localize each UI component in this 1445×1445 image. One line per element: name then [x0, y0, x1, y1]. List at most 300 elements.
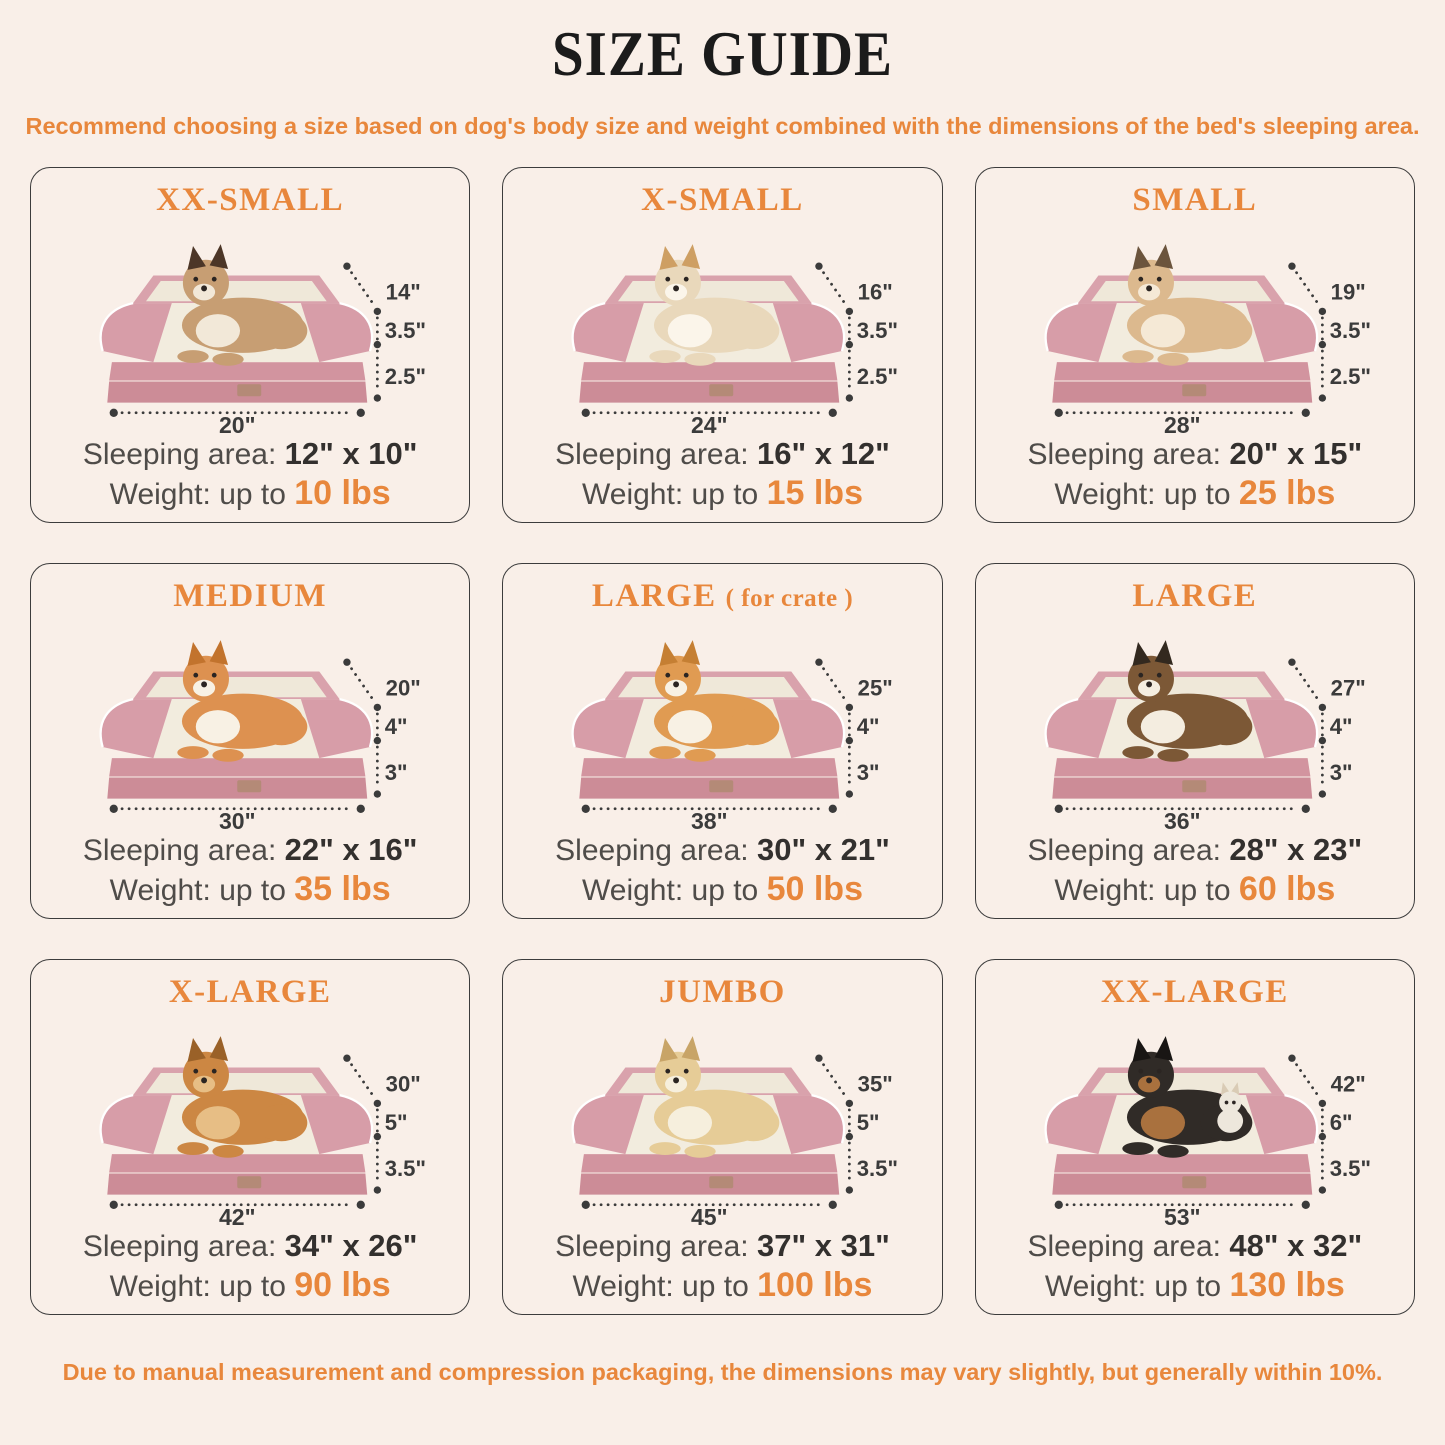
bed-length-label: 25" — [857, 675, 894, 701]
sleeping-area-line — [976, 832, 1414, 868]
width-left-dot — [582, 409, 590, 417]
base-height-label: 2.5" — [384, 364, 426, 390]
card-size-title — [503, 180, 941, 222]
companion-eye-right — [1232, 1101, 1236, 1105]
up-to-label: up to — [682, 1270, 749, 1303]
size-card — [30, 959, 470, 1315]
pet-eye-right — [212, 673, 217, 678]
bed-illustration-canvas — [503, 222, 941, 434]
max-weight-value: 90 lbs — [294, 1266, 391, 1304]
diagonal-start-dot — [1288, 1055, 1295, 1062]
bolster-height-label: 3.5" — [857, 318, 899, 344]
bed-base-upper — [581, 362, 837, 380]
pet-nose — [673, 285, 679, 291]
weight-line — [503, 1266, 941, 1305]
sleeping-area-line — [31, 832, 469, 868]
pet-chest — [1140, 1106, 1184, 1139]
pet-ear-right — [1154, 640, 1172, 665]
max-weight-value: 35 lbs — [294, 870, 391, 908]
pet-front-paw-left — [650, 350, 681, 363]
card-size-label: LARGE — [591, 578, 717, 614]
pet-front-paw-left — [1122, 350, 1153, 363]
sleeping-area-line — [976, 1228, 1414, 1264]
bed-illustration-canvas — [976, 1014, 1414, 1226]
bed-length-label: 20" — [385, 675, 421, 701]
pet-front-paw-right — [212, 1145, 243, 1158]
pet-nose — [201, 285, 207, 291]
sleeping-area-value: 30" x 21" — [756, 832, 890, 867]
size-card — [30, 563, 470, 919]
sleeping-area-value: 12" x 10" — [284, 436, 418, 471]
width-left-dot — [1054, 409, 1062, 417]
base-height-label: 3" — [384, 760, 408, 786]
max-weight-value: 60 lbs — [1238, 870, 1336, 908]
card-size-label: X-LARGE — [168, 974, 332, 1010]
bed-length-label: 35" — [857, 1071, 894, 1097]
pet-nose — [1146, 681, 1152, 687]
bed-figure — [976, 618, 1414, 830]
diagonal-start-dot — [343, 263, 350, 270]
bed-width-label: 53" — [1163, 1204, 1201, 1226]
pet-eye-left — [666, 673, 671, 678]
sleeping-area-label: Sleeping area: — [555, 438, 749, 471]
card-size-label: JUMBO — [659, 974, 786, 1010]
bed-length-label: 14" — [385, 279, 421, 305]
max-weight-value: 10 lbs — [294, 474, 391, 512]
pet-front-paw-right — [685, 749, 716, 762]
bed-width-label: 38" — [691, 808, 728, 830]
pet-eye-right — [684, 1069, 689, 1074]
sleeping-area-value: 34" x 26" — [284, 1228, 418, 1263]
pet-front-paw-right — [1157, 749, 1188, 762]
card-size-title — [31, 180, 469, 222]
card-size-label: MEDIUM — [173, 578, 328, 614]
base-bottom-dot — [1318, 1186, 1325, 1193]
size-card — [502, 563, 942, 919]
bed-figure — [503, 1014, 941, 1226]
base-bottom-dot — [374, 394, 381, 401]
pet-front-paw-left — [1122, 746, 1153, 759]
bolster-top-dot — [846, 1100, 853, 1107]
pet-chest — [1140, 314, 1184, 347]
pet-nose — [673, 1077, 679, 1083]
bed-length-dotted-line — [1296, 1065, 1319, 1098]
pet-ear-right — [210, 244, 228, 269]
width-right-dot — [829, 409, 837, 417]
max-weight-value: 15 lbs — [766, 474, 863, 512]
sleeping-area-label: Sleeping area: — [82, 834, 277, 867]
pet-chest — [1140, 710, 1184, 743]
bolster-top-dot — [374, 704, 381, 711]
pet-eye-left — [666, 1069, 671, 1074]
bed-illustration-canvas — [31, 1014, 469, 1226]
weight-line — [976, 870, 1414, 909]
bed-figure — [31, 222, 469, 434]
pet-ear-left — [1132, 1038, 1150, 1062]
pet-ear-right — [210, 640, 228, 665]
weight-line — [31, 474, 469, 513]
pet-eye-left — [193, 277, 198, 282]
size-cards-grid — [0, 167, 1445, 1315]
bed-width-label: 36" — [1163, 808, 1201, 830]
width-left-dot — [110, 805, 118, 813]
bed-brand-tag — [710, 384, 734, 396]
width-right-dot — [829, 1201, 837, 1209]
pet-front-paw-right — [212, 749, 243, 762]
card-size-label: XX-LARGE — [1100, 974, 1289, 1010]
bed-illustration-canvas — [503, 618, 941, 830]
bolster-height-label: 6" — [1329, 1110, 1353, 1136]
card-size-label: X-SMALL — [641, 182, 804, 218]
sleeping-area-label: Sleeping area: — [1027, 438, 1221, 471]
bolster-height-label: 5" — [384, 1110, 408, 1136]
bolster-base-dot — [846, 1133, 853, 1140]
bed-base-upper — [1054, 1154, 1310, 1172]
weight-line — [503, 870, 941, 909]
pet-eye-right — [1156, 673, 1161, 678]
weight-label: Weight: — [582, 874, 684, 907]
pet-chest — [668, 1106, 712, 1139]
pet-front-paw-right — [1157, 353, 1188, 366]
bolster-base-dot — [1318, 737, 1325, 744]
width-right-dot — [1301, 1201, 1309, 1209]
up-to-label: up to — [691, 478, 759, 511]
pet-front-paw-right — [1157, 1145, 1188, 1158]
bolster-height-label: 4" — [384, 714, 408, 740]
bed-length-label: 19" — [1330, 279, 1366, 305]
up-to-label: up to — [219, 1270, 286, 1303]
width-right-dot — [357, 1201, 365, 1209]
base-height-label: 3.5" — [1329, 1156, 1371, 1182]
pet-front-paw-right — [685, 1145, 716, 1158]
pet-ear-left — [187, 246, 205, 270]
bed-length-dotted-line — [1296, 273, 1319, 306]
bed-base-upper — [109, 1154, 365, 1172]
card-size-title — [976, 972, 1414, 1014]
sleeping-area-label: Sleeping area: — [82, 438, 277, 471]
bed-illustration-canvas — [503, 1014, 941, 1226]
bolster-height-label: 3.5" — [1329, 318, 1371, 344]
pet-eye-left — [193, 673, 198, 678]
bed-width-label: 42" — [218, 1204, 256, 1226]
sleeping-area-line — [503, 832, 941, 868]
width-right-dot — [357, 805, 365, 813]
footer-note: Due to manual measurement and compression packaging, the dimensions may vary slightly, but generally within 10%. — [62, 1359, 1383, 1385]
card-size-title — [976, 180, 1414, 222]
max-weight-value: 100 lbs — [757, 1266, 873, 1304]
bed-length-label: 42" — [1330, 1071, 1366, 1097]
card-size-title — [503, 576, 941, 618]
pet-ear-left — [1132, 642, 1150, 666]
pet-nose — [201, 1077, 207, 1083]
diagonal-start-dot — [1288, 659, 1295, 666]
size-card — [975, 563, 1415, 919]
width-left-dot — [1054, 805, 1062, 813]
weight-line — [503, 474, 941, 513]
bolster-base-dot — [374, 1133, 381, 1140]
pet-front-paw-left — [177, 1142, 208, 1155]
card-size-label: SMALL — [1132, 182, 1258, 218]
bolster-top-dot — [846, 308, 853, 315]
sleeping-area-value: 37" x 31" — [756, 1228, 890, 1263]
weight-line — [31, 1266, 469, 1305]
pet-ear-right — [1154, 244, 1172, 269]
pet-hindquarters — [256, 708, 308, 745]
diagonal-start-dot — [343, 659, 350, 666]
base-bottom-dot — [374, 790, 381, 797]
pet-nose — [1146, 285, 1152, 291]
bed-figure — [503, 222, 941, 434]
base-height-label: 2.5" — [1329, 364, 1371, 390]
bolster-top-dot — [1318, 704, 1325, 711]
weight-label: Weight: — [1044, 1270, 1147, 1303]
base-bottom-dot — [846, 1186, 853, 1193]
pet-nose — [673, 681, 679, 687]
card-size-title — [31, 972, 469, 1014]
bed-length-dotted-line — [352, 1065, 375, 1098]
bolster-top-dot — [1318, 1100, 1325, 1107]
pet-ear-left — [187, 1038, 205, 1062]
weight-line — [976, 474, 1414, 513]
diagonal-start-dot — [816, 263, 823, 270]
pet-ear-right — [1154, 1036, 1172, 1061]
bed-length-dotted-line — [824, 669, 847, 702]
card-size-title — [976, 576, 1414, 618]
sleeping-area-line — [976, 436, 1414, 472]
pet-ear-left — [187, 642, 205, 666]
page-subtitle: Recommend choosing a size based on dog's body size and weight combined with the dimensions of the bed's sleeping area. — [25, 113, 1420, 139]
pet-nose — [1146, 1077, 1152, 1083]
pet-eye-right — [684, 277, 689, 282]
bed-brand-tag — [1182, 1176, 1206, 1188]
bolster-base-dot — [846, 737, 853, 744]
bed-width-label: 30" — [218, 808, 256, 830]
size-card — [502, 959, 942, 1315]
bolster-height-label: 3.5" — [384, 318, 426, 344]
bed-length-label: 30" — [385, 1071, 421, 1097]
up-to-label: up to — [1163, 478, 1231, 511]
bed-figure — [976, 1014, 1414, 1226]
bed-illustration-canvas — [31, 222, 469, 434]
card-size-title — [31, 576, 469, 618]
card-size-label: LARGE — [1132, 578, 1258, 614]
pet-eye-left — [193, 1069, 198, 1074]
bed-brand-tag — [1182, 384, 1206, 396]
pet-ear-right — [682, 640, 700, 665]
bed-illustration-canvas — [976, 222, 1414, 434]
sleeping-area-line — [503, 1228, 941, 1264]
sleeping-area-label: Sleeping area: — [82, 1230, 277, 1263]
up-to-label: up to — [1163, 874, 1231, 907]
pet-ear-right — [682, 1036, 700, 1061]
base-bottom-dot — [1318, 790, 1325, 797]
bolster-top-dot — [1318, 308, 1325, 315]
bed-brand-tag — [237, 1176, 261, 1188]
bolster-base-dot — [846, 341, 853, 348]
bed-base-upper — [581, 1154, 837, 1172]
pet-eye-right — [1156, 277, 1161, 282]
pet-front-paw-left — [177, 350, 208, 363]
weight-line — [31, 870, 469, 909]
width-left-dot — [110, 409, 118, 417]
pet-front-paw-left — [177, 746, 208, 759]
width-right-dot — [829, 805, 837, 813]
pet-ear-left — [660, 642, 678, 666]
pet-front-paw-left — [650, 746, 681, 759]
bolster-base-dot — [374, 737, 381, 744]
pet-eye-right — [212, 277, 217, 282]
weight-label: Weight: — [109, 874, 211, 907]
pet-chest — [196, 1106, 240, 1139]
bed-length-label: 27" — [1330, 675, 1366, 701]
bed-base-upper — [1054, 758, 1310, 776]
sleeping-area-label: Sleeping area: — [555, 1230, 749, 1263]
bed-base-upper — [109, 362, 365, 380]
sleeping-area-value: 20" x 15" — [1229, 436, 1363, 471]
page-title: SIZE GUIDE — [551, 19, 894, 90]
bed-base-upper — [581, 758, 837, 776]
pet-eye-left — [1138, 1069, 1143, 1074]
width-left-dot — [1054, 1201, 1062, 1209]
bolster-height-label: 4" — [1329, 714, 1353, 740]
bed-figure — [503, 618, 941, 830]
pet-eye-right — [1156, 1069, 1161, 1074]
weight-label: Weight: — [1054, 874, 1156, 907]
pet-chest — [196, 710, 240, 743]
pet-ear-left — [660, 246, 678, 270]
width-left-dot — [582, 805, 590, 813]
up-to-label: up to — [219, 874, 286, 907]
bed-length-dotted-line — [352, 669, 375, 702]
diagonal-start-dot — [816, 659, 823, 666]
pet-eye-right — [684, 673, 689, 678]
up-to-label: up to — [1154, 1270, 1222, 1303]
width-right-dot — [1301, 409, 1309, 417]
pet-chest — [668, 314, 712, 347]
bed-length-dotted-line — [824, 273, 847, 306]
base-bottom-dot — [846, 394, 853, 401]
weight-label: Weight: — [109, 478, 211, 511]
sleeping-area-line — [31, 1228, 469, 1264]
bolster-base-dot — [1318, 1133, 1325, 1140]
pet-ear-right — [210, 1036, 228, 1061]
bed-brand-tag — [237, 384, 261, 396]
bed-figure — [976, 222, 1414, 434]
weight-label: Weight: — [1054, 478, 1156, 511]
size-card — [975, 167, 1415, 523]
bed-length-dotted-line — [1296, 669, 1319, 702]
width-right-dot — [1301, 805, 1309, 813]
sleeping-area-value: 16" x 12" — [756, 436, 890, 471]
bed-length-dotted-line — [352, 273, 375, 306]
base-bottom-dot — [374, 1186, 381, 1193]
companion-body — [1217, 1109, 1243, 1133]
pet-hindquarters — [728, 708, 780, 745]
pet-ear-right — [682, 244, 700, 269]
bed-length-label: 16" — [857, 279, 894, 305]
diagonal-start-dot — [1288, 263, 1295, 270]
diagonal-start-dot — [343, 1055, 350, 1062]
weight-label: Weight: — [572, 1270, 674, 1303]
sleeping-area-value: 28" x 23" — [1229, 832, 1363, 867]
pet-front-paw-left — [650, 1142, 681, 1155]
page-header — [0, 0, 1445, 140]
sleeping-area-value: 48" x 32" — [1229, 1228, 1363, 1263]
bed-width-label: 20" — [218, 412, 256, 434]
card-size-title — [503, 972, 941, 1014]
diagonal-start-dot — [816, 1055, 823, 1062]
pet-eye-right — [212, 1069, 217, 1074]
pet-hindquarters — [256, 1104, 308, 1141]
pet-chest — [668, 710, 712, 743]
bed-brand-tag — [710, 780, 734, 792]
bed-width-label: 45" — [691, 1204, 728, 1226]
bed-brand-tag — [710, 1176, 734, 1188]
sleeping-area-value: 22" x 16" — [284, 832, 418, 867]
max-weight-value: 25 lbs — [1238, 474, 1336, 512]
weight-label: Weight: — [109, 1270, 211, 1303]
pet-ear-left — [660, 1038, 678, 1062]
pet-front-paw-right — [685, 353, 716, 366]
up-to-label: up to — [691, 874, 759, 907]
bolster-height-label: 4" — [857, 714, 880, 740]
bolster-top-dot — [374, 1100, 381, 1107]
max-weight-value: 130 lbs — [1229, 1266, 1345, 1304]
weight-line — [976, 1266, 1414, 1305]
pet-nose — [201, 681, 207, 687]
bed-illustration-canvas — [31, 618, 469, 830]
bed-figure — [31, 618, 469, 830]
base-height-label: 3" — [1329, 760, 1353, 786]
pet-eye-left — [1138, 673, 1143, 678]
sleeping-area-label: Sleeping area: — [555, 834, 749, 867]
bolster-top-dot — [846, 704, 853, 711]
pet-front-paw-right — [212, 353, 243, 366]
pet-ear-left — [1132, 246, 1150, 270]
base-height-label: 2.5" — [857, 364, 899, 390]
bolster-base-dot — [1318, 341, 1325, 348]
bed-base-upper — [109, 758, 365, 776]
bed-brand-tag — [237, 780, 261, 792]
width-left-dot — [110, 1201, 118, 1209]
bed-width-label: 28" — [1163, 412, 1201, 434]
pet-eye-left — [1138, 277, 1143, 282]
page-footer — [0, 1359, 1445, 1386]
up-to-label: up to — [219, 478, 286, 511]
pet-front-paw-left — [1122, 1142, 1153, 1155]
bolster-base-dot — [374, 341, 381, 348]
sleeping-area-line — [503, 436, 941, 472]
base-bottom-dot — [846, 790, 853, 797]
bed-figure — [31, 1014, 469, 1226]
size-card — [30, 167, 470, 523]
bed-width-label: 24" — [691, 412, 728, 434]
card-size-note: ( for crate ) — [725, 585, 854, 612]
base-bottom-dot — [1318, 394, 1325, 401]
bed-illustration-canvas — [976, 618, 1414, 830]
bolster-top-dot — [374, 308, 381, 315]
pet-hindquarters — [256, 312, 308, 349]
pet-hindquarters — [728, 312, 780, 349]
width-left-dot — [582, 1201, 590, 1209]
sleeping-area-line — [31, 436, 469, 472]
width-right-dot — [357, 409, 365, 417]
bed-brand-tag — [1182, 780, 1206, 792]
base-height-label: 3.5" — [384, 1156, 426, 1182]
pet-hindquarters — [1200, 708, 1252, 745]
bed-base-upper — [1054, 362, 1310, 380]
max-weight-value: 50 lbs — [766, 870, 863, 908]
